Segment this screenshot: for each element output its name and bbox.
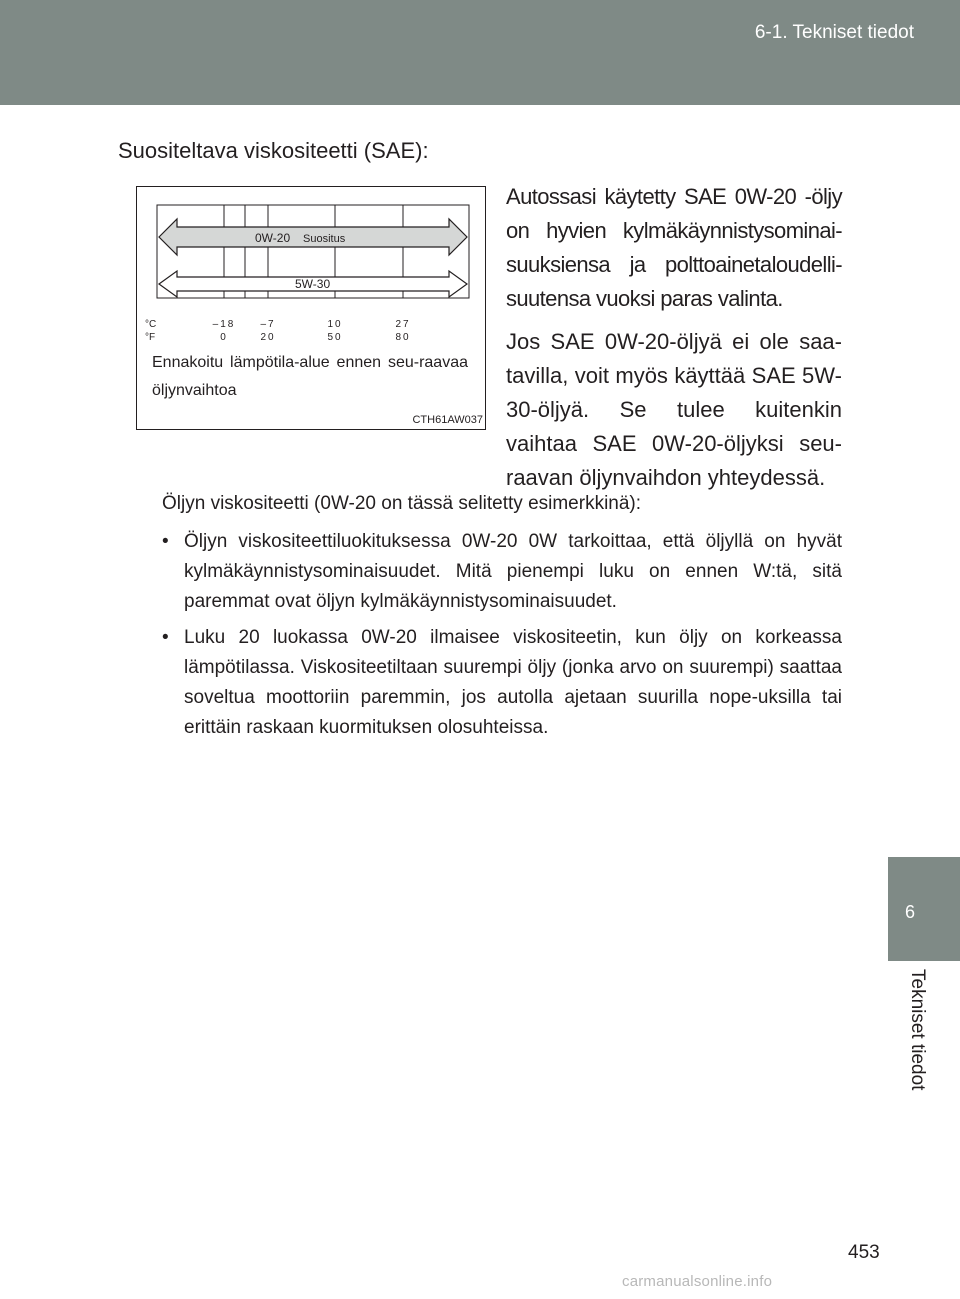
tick-c-minus7: –7 (260, 319, 276, 330)
unit-fahrenheit: °F (145, 332, 156, 343)
tick-c-minus18: –18 (212, 319, 236, 330)
chapter-header (0, 0, 960, 105)
explanation-list (162, 527, 842, 743)
explanation-intro: Öljyn viskositeetti (0W-20 on tässä selitetty esimerkkinä): (162, 493, 642, 514)
list-item-text: Öljyn viskositeettiluokituksessa 0W-20 0W tarkoittaa, että öljyllä on hyvät kylmäkäynnistysominaisuudet. Mitä pienempi luku on ennen W:tä, sitä paremmat ovat öljyn kylmäkäynnistysominaisuudet. (184, 531, 842, 612)
page-number: 453 (848, 1242, 880, 1263)
figure-code: CTH61AW037 (412, 414, 483, 426)
figure-caption: Ennakoitu lämpötila-alue ennen seu-raavaa öljynvaihtoa (152, 354, 468, 399)
alternative-paragraph: Jos SAE 0W-20-öljyä ei ole saa-tavilla, voit myös käyttää SAE 5W-30-öljyä. Se tulee kuitenkin vaihtaa SAE 0W-20-öljyksi seu-raavan öljynvaihdon yhteydessä. (506, 329, 842, 490)
bullet-marker: • (162, 627, 169, 648)
tick-f-0: 0 (220, 332, 228, 343)
tick-c-27: 27 (395, 319, 411, 330)
list-item (162, 623, 842, 743)
chapter-number: 6 (905, 902, 916, 922)
unit-celsius: °C (145, 319, 157, 330)
section-title: Suositeltava viskositeetti (SAE): (118, 138, 429, 163)
chapter-section-title: 6-1. Tekniset tiedot (754, 22, 914, 43)
recommendation-paragraph: Autossasi käytetty SAE 0W-20 -öljy on hyvien kylmäkäynnistysominai-suuksiensa ja polttoainetaloudelli-suutensa vuoksi paras valinta. (506, 184, 842, 311)
list-item (162, 527, 842, 617)
tick-f-20: 20 (260, 332, 276, 343)
bar-0w20-label: 0W-20 (255, 231, 291, 245)
watermark: carmanualsonline.info (622, 1273, 773, 1290)
tick-f-50: 50 (327, 332, 343, 343)
recommendation-text (506, 180, 842, 504)
viscosity-explanation (162, 489, 842, 749)
bar-0w20-sublabel: Suositus (303, 233, 346, 245)
viscosity-figure (136, 186, 486, 430)
chapter-tab-label-text: Tekniset tiedot (907, 969, 928, 1091)
chapter-tab-number[interactable] (888, 857, 960, 961)
tick-f-80: 80 (395, 332, 411, 343)
chapter-tab-label[interactable] (888, 961, 960, 1094)
tick-c-10: 10 (327, 319, 343, 330)
bar-5w30-label: 5W-30 (295, 277, 331, 291)
bullet-marker: • (162, 531, 169, 552)
list-item-text: Luku 20 luokassa 0W-20 ilmaisee viskositeetin, kun öljy on korkeassa lämpötilassa. Viskositeetiltaan suurempi öljy (jonka arvo on suurempi) saattaa soveltua moottoriin paremmin, jos autolla ajetaan suurilla nope-uksilla tai erittäin raskaan kuormituksen olosuhteissa. (184, 627, 842, 738)
